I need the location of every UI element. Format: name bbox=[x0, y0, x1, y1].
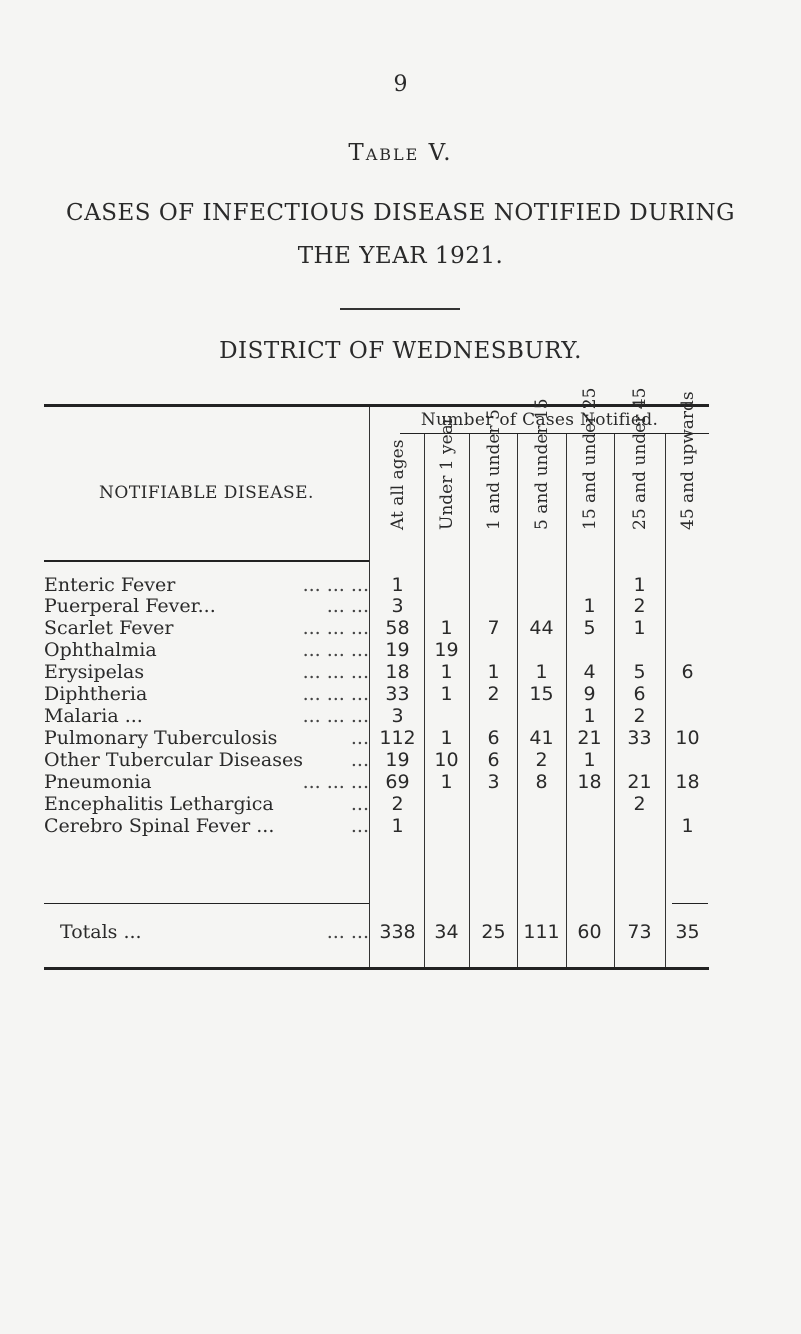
table-cell: 1 bbox=[583, 705, 596, 727]
row-label bbox=[44, 705, 369, 727]
dot-leader: ... bbox=[350, 815, 369, 837]
table-cell: 4 bbox=[583, 661, 596, 683]
column-header: At all ages bbox=[387, 439, 408, 530]
table-cell: 3 bbox=[487, 771, 500, 793]
disease-name: Pulmonary Tuberculosis bbox=[44, 727, 278, 749]
district-heading: DISTRICT OF WEDNESBURY. bbox=[219, 338, 582, 364]
disease-name: Enteric Fever bbox=[44, 574, 176, 596]
disease-name: Encephalitis Lethargica bbox=[44, 793, 274, 815]
dot-leader: ... bbox=[350, 793, 369, 815]
table-cell: 44 bbox=[529, 617, 554, 639]
table-cell: 2 bbox=[633, 705, 646, 727]
table-cell: 21 bbox=[577, 727, 602, 749]
table-cell: 8 bbox=[535, 771, 548, 793]
table-cell: 6 bbox=[487, 727, 500, 749]
table-cell: 18 bbox=[577, 771, 602, 793]
table-bottom-border bbox=[44, 967, 709, 970]
table-cell: 3 bbox=[391, 595, 404, 617]
table-cell: 1 bbox=[391, 574, 404, 596]
total-cell: 34 bbox=[434, 921, 459, 943]
table-cell: 2 bbox=[633, 595, 646, 617]
total-cell: 111 bbox=[523, 921, 560, 943]
row-label bbox=[44, 727, 369, 749]
table-cell: 6 bbox=[487, 749, 500, 771]
table-cell: 2 bbox=[391, 793, 404, 815]
dot-leader: ... ... ... bbox=[302, 639, 369, 661]
table-cell: 1 bbox=[535, 661, 548, 683]
table-cell: 2 bbox=[535, 749, 548, 771]
disease-name: Scarlet Fever bbox=[44, 617, 174, 639]
disease-name: Ophthalmia bbox=[44, 639, 157, 661]
table-cell: 1 bbox=[391, 815, 404, 837]
table-number: Table V. bbox=[348, 140, 453, 166]
row-label bbox=[44, 683, 369, 705]
row-label bbox=[44, 815, 369, 837]
disease-name: Malaria ... bbox=[44, 705, 143, 727]
table-cell: 1 bbox=[583, 749, 596, 771]
row-label bbox=[44, 574, 369, 596]
table-cell: 2 bbox=[633, 793, 646, 815]
table-cell: 1 bbox=[633, 574, 646, 596]
dot-leader: ... ... ... bbox=[302, 617, 369, 639]
table-cell: 5 bbox=[633, 661, 646, 683]
total-cell: 60 bbox=[577, 921, 602, 943]
row-label bbox=[44, 595, 369, 617]
total-cell: 338 bbox=[379, 921, 416, 943]
table-cell: 1 bbox=[440, 771, 453, 793]
table-cell: 1 bbox=[583, 595, 596, 617]
table-cell: 21 bbox=[627, 771, 652, 793]
disease-name: Diphtheria bbox=[44, 683, 148, 705]
table-cell: 1 bbox=[633, 617, 646, 639]
column-header-wrap bbox=[614, 387, 665, 550]
table-cell: 5 bbox=[583, 617, 596, 639]
dot-leader: ... ... ... bbox=[302, 771, 369, 793]
table-cell: 19 bbox=[385, 749, 410, 771]
row-label bbox=[44, 793, 369, 815]
table-top-border bbox=[44, 404, 709, 407]
table-cell: 9 bbox=[583, 683, 596, 705]
dot-leader: ... ... ... bbox=[302, 661, 369, 683]
table-cell: 10 bbox=[675, 727, 700, 749]
group-header: Number of Cases Notified. bbox=[420, 410, 659, 430]
table-cell: 69 bbox=[385, 771, 410, 793]
table-cell: 2 bbox=[487, 683, 500, 705]
disease-name: Totals ... bbox=[60, 921, 142, 943]
table-cell: 33 bbox=[385, 683, 410, 705]
table-cell: 33 bbox=[627, 727, 652, 749]
page-title-line-2: THE YEAR 1921. bbox=[297, 243, 504, 269]
column-header: 5 and under 15 bbox=[531, 398, 552, 530]
table-cell: 19 bbox=[434, 639, 459, 661]
row-label bbox=[44, 661, 369, 683]
table-cell: 10 bbox=[434, 749, 459, 771]
table-cell: 15 bbox=[529, 683, 554, 705]
disease-name: Puerperal Fever... bbox=[44, 595, 216, 617]
table-cell: 1 bbox=[440, 727, 453, 749]
row-label bbox=[44, 749, 369, 771]
table-cell: 3 bbox=[391, 705, 404, 727]
column-header: Under 1 year bbox=[436, 416, 457, 530]
column-header-wrap bbox=[564, 387, 615, 550]
disease-name: Erysipelas bbox=[44, 661, 145, 683]
table-cell: 1 bbox=[681, 815, 694, 837]
table-cell: 6 bbox=[633, 683, 646, 705]
column-header-wrap bbox=[662, 391, 713, 550]
total-cell: 25 bbox=[481, 921, 506, 943]
row-header: NOTIFIABLE DISEASE. bbox=[99, 483, 314, 503]
page-title-line-1: CASES OF INFECTIOUS DISEASE NOTIFIED DURING bbox=[66, 200, 735, 226]
column-header: 45 and upwards bbox=[677, 391, 698, 530]
header-bottom-rule-left bbox=[44, 560, 369, 562]
dot-leader: ... ... ... bbox=[302, 574, 369, 596]
table-cell: 1 bbox=[440, 661, 453, 683]
totals-rule-left bbox=[44, 903, 369, 904]
column-divider bbox=[369, 407, 370, 967]
column-header-wrap bbox=[421, 416, 472, 550]
column-header: 25 and under 45 bbox=[629, 387, 650, 530]
title-divider bbox=[340, 308, 460, 310]
table-cell: 18 bbox=[385, 661, 410, 683]
table-cell: 18 bbox=[675, 771, 700, 793]
table-cell: 1 bbox=[440, 683, 453, 705]
column-header-wrap bbox=[516, 398, 567, 550]
table-cell: 58 bbox=[385, 617, 410, 639]
disease-name: Cerebro Spinal Fever ... bbox=[44, 815, 275, 837]
disease-name: Pneumonia bbox=[44, 771, 152, 793]
table-cell: 6 bbox=[681, 661, 694, 683]
dot-leader: ... ... bbox=[326, 595, 369, 617]
column-header-wrap bbox=[468, 409, 519, 550]
disease-name: Other Tubercular Diseases bbox=[44, 749, 303, 771]
row-label bbox=[44, 771, 369, 793]
page-number: 9 bbox=[393, 72, 408, 97]
dot-leader: ... bbox=[350, 727, 369, 749]
dot-leader: ... bbox=[350, 749, 369, 771]
column-header-wrap bbox=[372, 436, 423, 550]
dot-leader: ... ... ... bbox=[302, 705, 369, 727]
totals-rule-right bbox=[672, 903, 708, 904]
dot-leader: ... ... ... bbox=[302, 683, 369, 705]
table-cell: 1 bbox=[440, 617, 453, 639]
total-cell: 73 bbox=[627, 921, 652, 943]
table-cell: 1 bbox=[487, 661, 500, 683]
row-label bbox=[44, 617, 369, 639]
table-cell: 19 bbox=[385, 639, 410, 661]
table-cell: 41 bbox=[529, 727, 554, 749]
total-cell: 35 bbox=[675, 921, 700, 943]
table-cell: 7 bbox=[487, 617, 500, 639]
table-cell: 112 bbox=[379, 727, 416, 749]
column-header: 1 and under 5 bbox=[483, 409, 504, 530]
dot-leader: ... ... bbox=[326, 921, 369, 943]
column-header: 15 and under 25 bbox=[579, 387, 600, 530]
totals-label bbox=[60, 921, 385, 943]
row-label bbox=[44, 639, 369, 661]
